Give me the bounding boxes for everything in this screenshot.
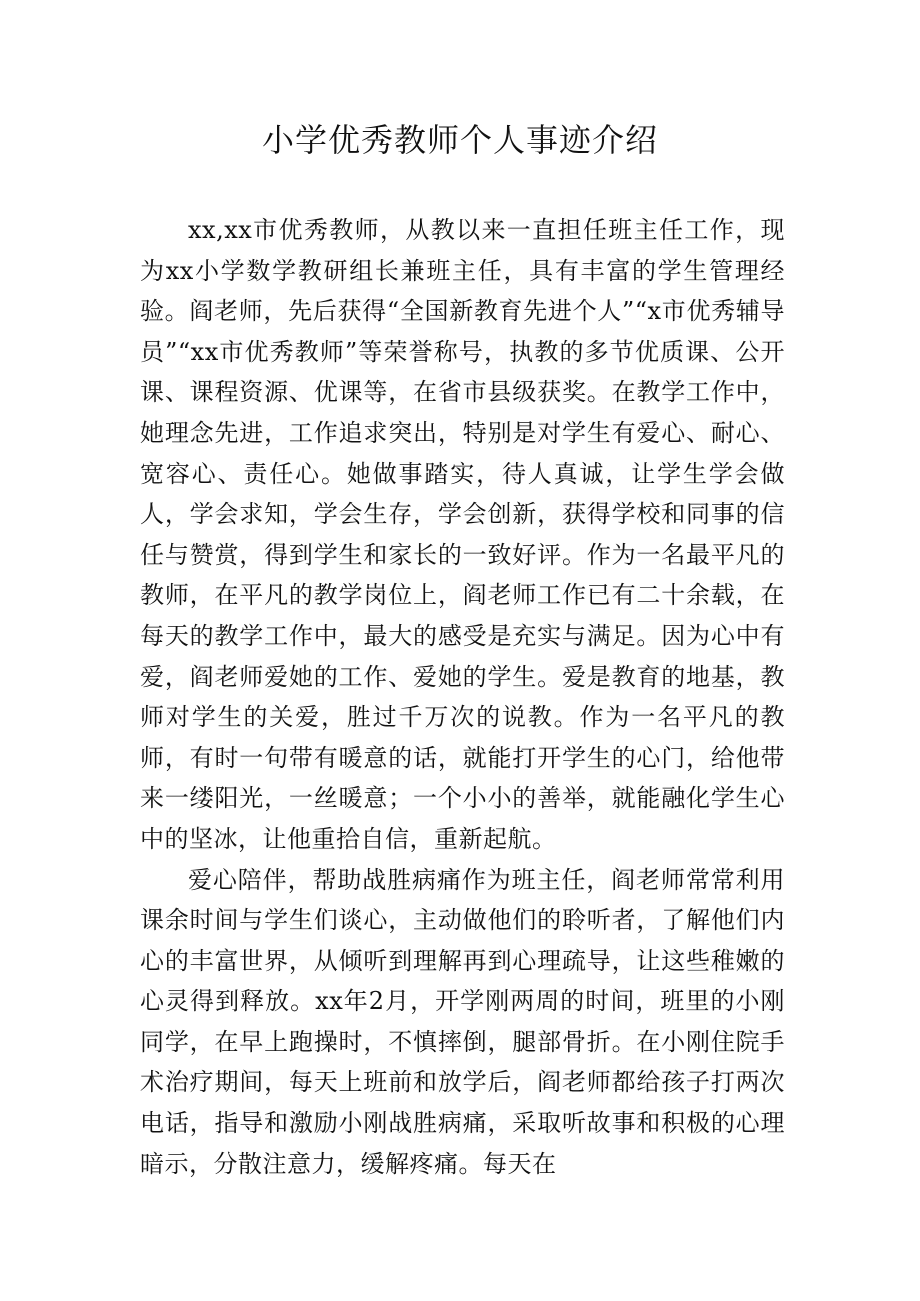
paragraph-2: 爱心陪伴，帮助战胜病痛作为班主任，阎老师常常利用课余时间与学生们谈心，主动做他们的聆听者，了解他们内心的丰富世界，从倾听到理解再到心理疏导，让这些稚嫩的心灵得到释放。xx年2月，开学刚两周的时间，班里的小刚同学，在早上跑操时，不慎摔倒，腿部骨折。在小刚住院手术治疗期间，每天上班前和放学后，阎老师都给孩子打两次电话，指导和激励小刚战胜病痛，采取听故事和积极的心理暗示，分散注意力，缓解疼痛。每天在 [140,865,785,1178]
paragraph-1: xx,xx市优秀教师，从教以来一直担任班主任工作，现为xx小学数学教研组长兼班主任，具有丰富的学生管理经验。阎老师，先后获得“全国新教育先进个人”“x市优秀辅导员”“xx市优秀教师”等荣誉称号，执教的多节优质课、公开课、课程资源、优课等，在省市县级获奖。在教学工作中，她理念先进，工作追求突出，特别是对学生有爱心、耐心、宽容心、责任心。她做事踏实，待人真诚，让学生学会做人，学会求知，学会生存，学会创新，获得学校和同事的信任与赞赏，得到学生和家长的一致好评。作为一名最平凡的教师，在平凡的教学岗位上，阎老师工作已有二十余载，在每天的教学工作中，最大的感受是充实与满足。因为心中有爱，阎老师爱她的工作、爱她的学生。爱是教育的地基，教师对学生的关爱，胜过千万次的说教。作为一名平凡的教师，有时一句带有暖意的话，就能打开学生的心门，给他带来一缕阳光，一丝暖意；一个小小的善举，就能融化学生心中的坚冰，让他重拾自信，重新起航。 [140,216,785,853]
document-title: 小学优秀教师个人事迹介绍 [261,121,658,159]
document-body [140,210,785,1184]
